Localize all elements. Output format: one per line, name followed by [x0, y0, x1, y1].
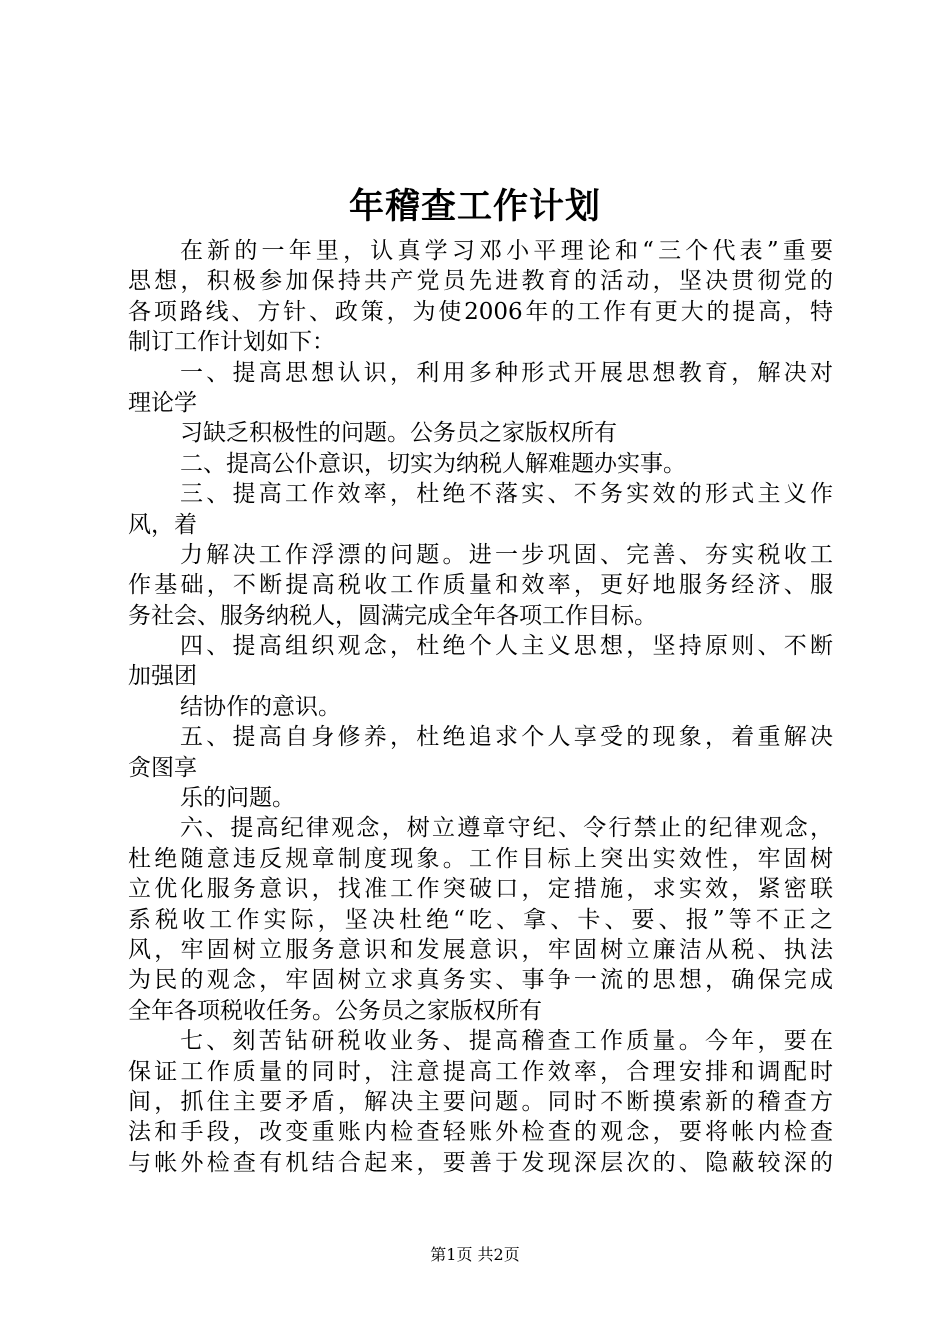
text-line: 作基础，不断提高税收工作质量和效率，更好地服务经济、服 — [128, 572, 833, 599]
text-line: 加强团 — [128, 663, 197, 690]
text-line: 乐的问题。 — [180, 785, 295, 812]
text-line: 思想，积极参加保持共产党员先进教育的活动，坚决贯彻党的 — [128, 268, 833, 295]
page-footer: 第1页 共2页 — [430, 1245, 520, 1264]
text-line: 一、提高思想认识，利用多种形式开展思想教育，解决对 — [180, 359, 833, 386]
text-line: 二、提高公仆意识，切实为纳税人解难题办实事。 — [180, 450, 686, 477]
text-line: 制订工作计划如下： — [128, 329, 335, 356]
text-line: 法和手段，改变重账内检查轻账外检查的观念，要将帐内检查 — [128, 1119, 833, 1146]
text-line: 六、提高纪律观念，树立遵章守纪、令行禁止的纪律观念， — [180, 815, 833, 842]
text-line: 在新的一年里，认真学习邓小平理论和“三个代表”重要 — [180, 238, 833, 264]
text-line: 各项路线、方针、政策，为使2006年的工作有更大的提高，特 — [128, 298, 833, 325]
text-line: 理论学 — [128, 389, 197, 416]
text-line: 力解决工作浮漂的问题。进一步巩固、完善、夯实税收工 — [180, 541, 833, 568]
text-line: 四、提高组织观念，杜绝个人主义思想，坚持原则、不断 — [180, 633, 833, 660]
text-line: 杜绝随意违反规章制度现象。工作目标上突出实效性，牢固树 — [128, 845, 833, 872]
text-line: 系税收工作实际，坚决杜绝“吃、拿、卡、要、报”等不正之 — [128, 906, 833, 933]
text-line: 习缺乏积极性的问题。公务员之家版权所有 — [180, 420, 617, 447]
text-line: 七、刻苦钻研税收业务、提高稽查工作质量。今年，要在 — [180, 1028, 833, 1055]
text-line: 结协作的意识。 — [180, 693, 341, 720]
text-line: 贪图享 — [128, 754, 197, 781]
text-line: 务社会、服务纳税人，圆满完成全年各项工作目标。 — [128, 602, 657, 629]
text-line: 风，着 — [128, 511, 197, 538]
text-line: 风，牢固树立服务意识和发展意识，牢固树立廉洁从税、执法 — [128, 936, 833, 963]
text-line: 全年各项税收任务。公务员之家版权所有 — [128, 997, 542, 1024]
text-line: 为民的观念，牢固树立求真务实、事争一流的思想，确保完成 — [128, 967, 833, 994]
text-line: 间，抓住主要矛盾，解决主要问题。同时不断摸索新的稽查方 — [128, 1088, 833, 1115]
text-line: 三、提高工作效率，杜绝不落实、不务实效的形式主义作 — [180, 481, 833, 508]
document-body — [128, 236, 833, 1178]
text-line: 保证工作质量的同时，注意提高工作效率，合理安排和调配时 — [128, 1058, 833, 1085]
text-line: 五、提高自身修养，杜绝追求个人享受的现象，着重解决 — [180, 724, 833, 751]
document-title: 年稽查工作计划 — [348, 186, 601, 227]
text-line: 与帐外检查有机结合起来，要善于发现深层次的、隐蔽较深的 — [128, 1149, 833, 1176]
text-line: 立优化服务意识，找准工作突破口，定措施，求实效，紧密联 — [128, 876, 833, 903]
